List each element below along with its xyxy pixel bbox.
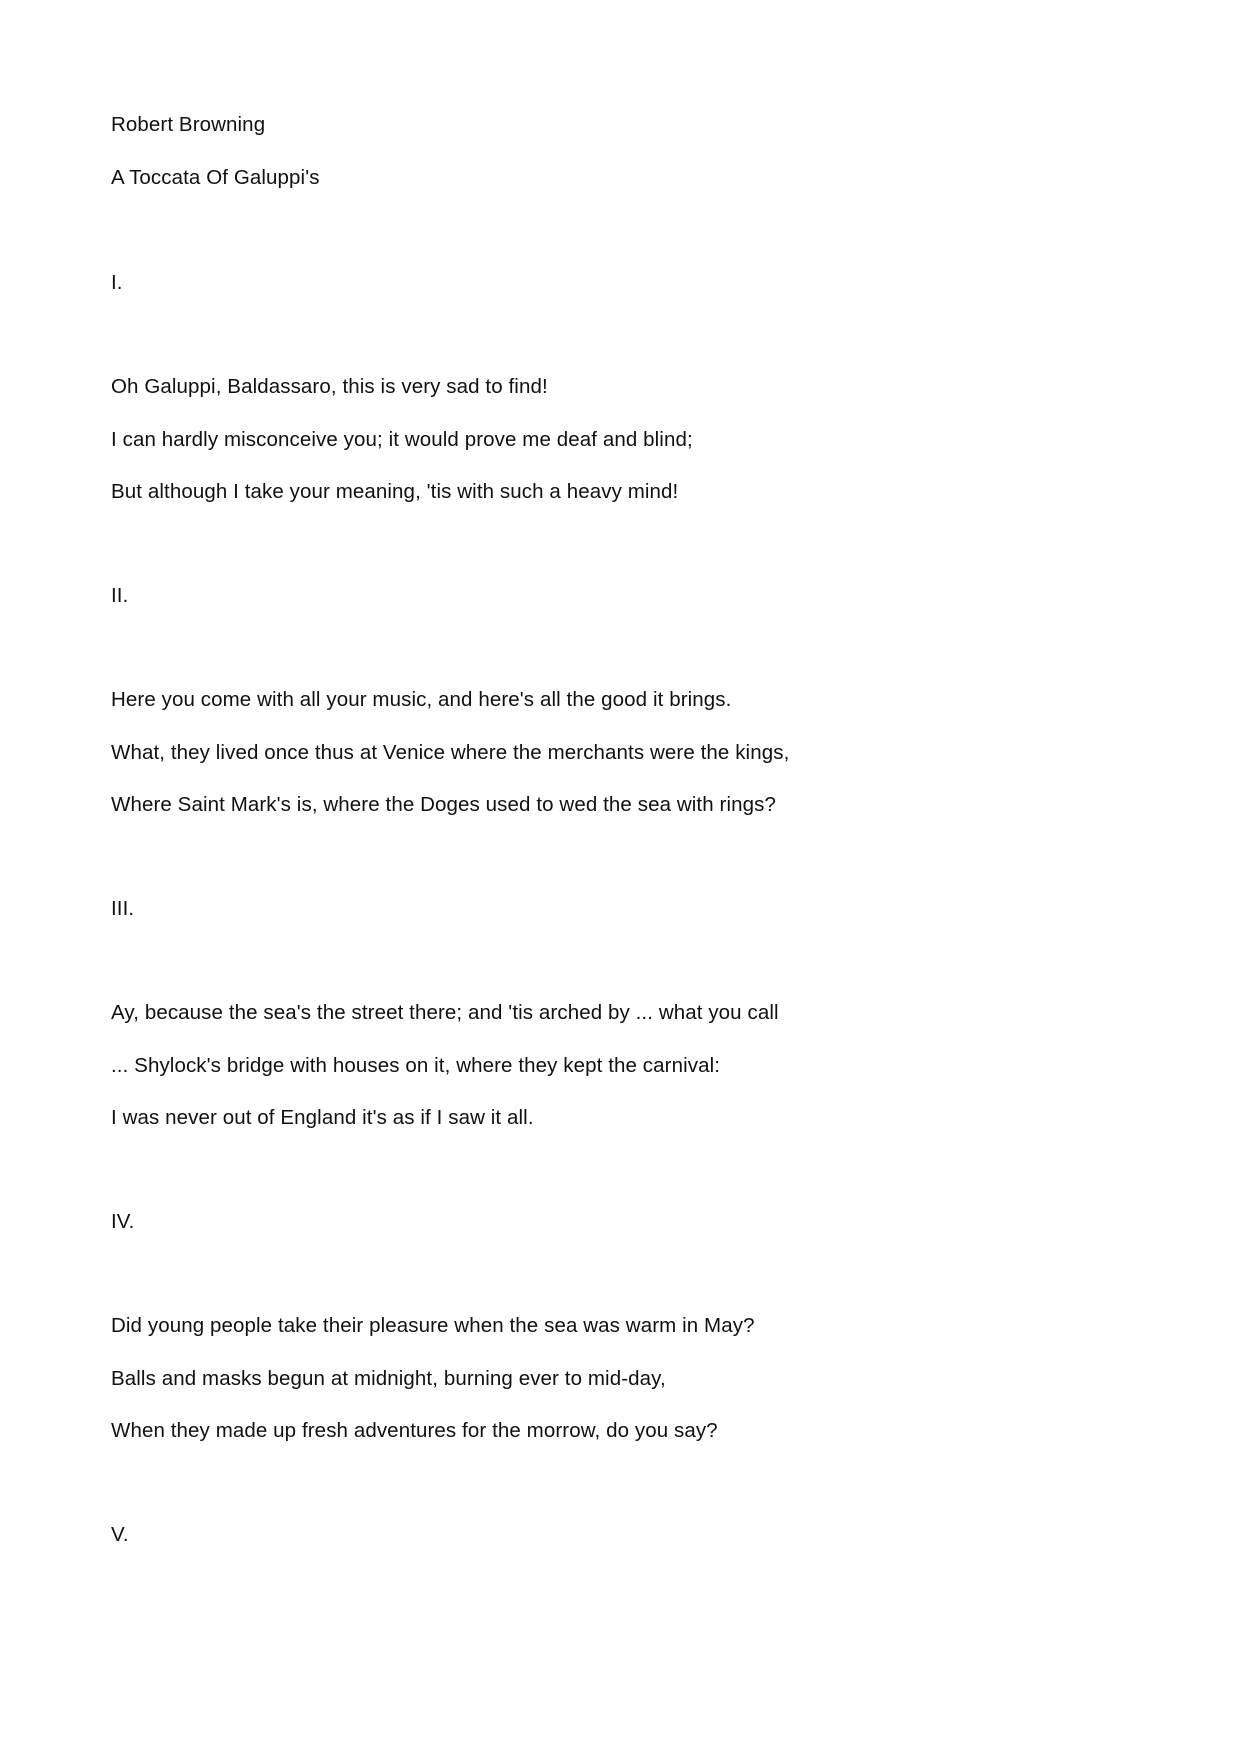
poem-line: When they made up fresh adventures for the morrow, do you say? xyxy=(111,1419,718,1442)
poem-line: Where Saint Mark's is, where the Doges used to wed the sea with rings? xyxy=(111,793,776,816)
stanza-numeral: IV. xyxy=(111,1210,135,1233)
poem-line: Oh Galuppi, Baldassaro, this is very sad to find! xyxy=(111,375,548,398)
poem-title: A Toccata Of Galuppi's xyxy=(111,166,320,189)
poem-line: Here you come with all your music, and here's all the good it brings. xyxy=(111,688,732,711)
stanza-numeral: V. xyxy=(111,1523,129,1546)
author-name: Robert Browning xyxy=(111,113,266,136)
poem-line: ... Shylock's bridge with houses on it, where they kept the carnival: xyxy=(111,1054,721,1077)
poem-line: I can hardly misconceive you; it would prove me deaf and blind; xyxy=(111,428,693,451)
poem-line: What, they lived once thus at Venice where the merchants were the kings, xyxy=(111,741,790,764)
stanza-numeral: I. xyxy=(111,271,123,294)
stanza-numeral: III. xyxy=(111,897,135,920)
poem-line: But although I take your meaning, 'tis with such a heavy mind! xyxy=(111,480,679,503)
stanza-numeral: II. xyxy=(111,584,129,607)
poem-line: Did young people take their pleasure when the sea was warm in May? xyxy=(111,1314,755,1337)
poem-line: I was never out of England it's as if I saw it all. xyxy=(111,1106,534,1129)
poem-line: Balls and masks begun at midnight, burning ever to mid-day, xyxy=(111,1367,666,1390)
poem-line: Ay, because the sea's the street there; and 'tis arched by ... what you call xyxy=(111,1001,779,1024)
